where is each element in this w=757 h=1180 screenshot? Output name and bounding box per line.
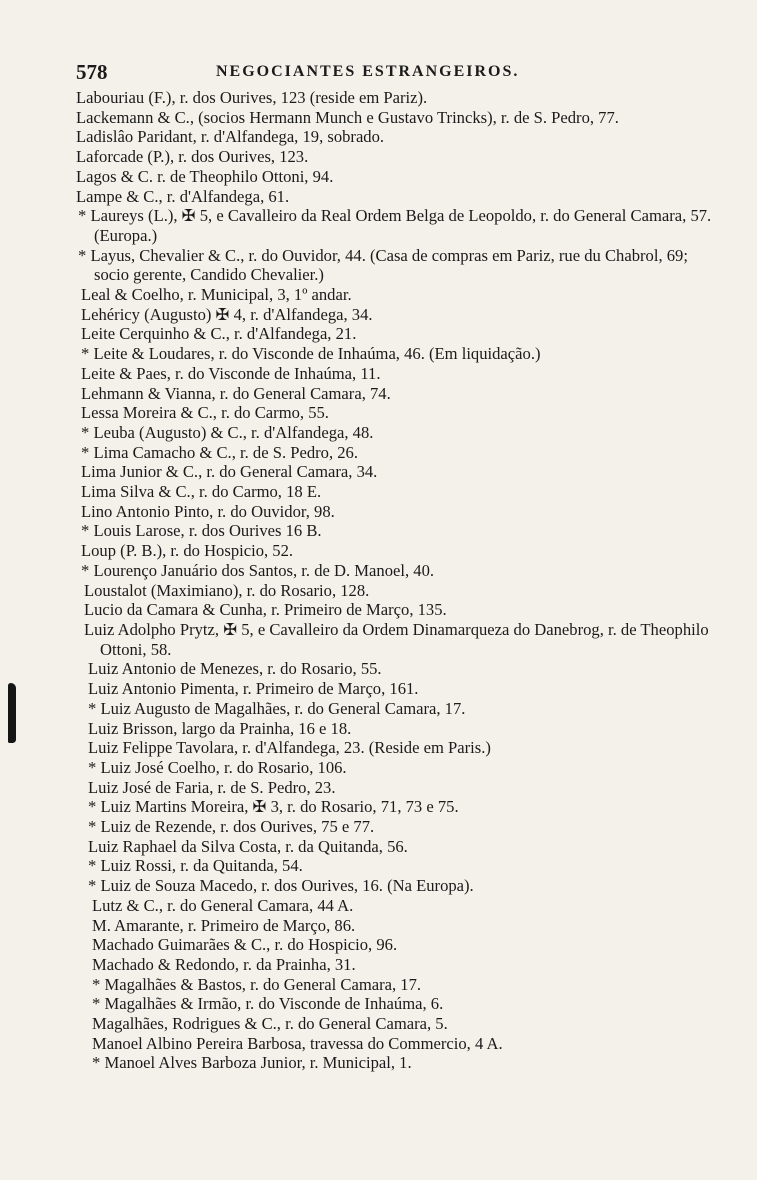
list-item: Machado Guimarães & C., r. do Hospicio, 96. — [92, 935, 398, 955]
list-item: Ladislâo Paridant, r. d'Alfandega, 19, sobrado. — [76, 127, 385, 147]
list-item: Leal & Coelho, r. Municipal, 3, 1º andar. — [81, 285, 352, 305]
list-item: Lehéricy (Augusto) ✠ 4, r. d'Alfandega, 34. — [81, 304, 373, 324]
list-item: Lutz & C., r. do General Camara, 44 A. — [92, 895, 354, 915]
list-item: * Laureys (L.), ✠ 5, e Cavalleiro da Real Ordem Belga de Leopoldo, r. do General Camara, 57. (Europa.) — [78, 206, 712, 245]
list-item: Luiz José de Faria, r. de S. Pedro, 23. — [88, 777, 336, 797]
list-item: Luiz Antonio Pimenta, r. Primeiro de Março, 161. — [88, 679, 419, 699]
running-head — [76, 60, 716, 88]
list-item: * Luiz José Coelho, r. do Rosario, 106. — [88, 757, 347, 777]
list-item: * Lourenço Januário dos Santos, r. de D. Manoel, 40. — [81, 560, 435, 580]
list-item: * Magalhães & Bastos, r. do General Camara, 17. — [92, 974, 422, 994]
list-item: * Luiz Rossi, r. da Quitanda, 54. — [88, 856, 303, 876]
page-title: NEGOCIANTES ESTRANGEIROS. — [216, 63, 520, 80]
list-item: * Leite & Loudares, r. do Visconde de Inhaúma, 46. (Em liquidação.) — [81, 344, 541, 364]
list-item: * Manoel Alves Barboza Junior, r. Municipal, 1. — [92, 1053, 412, 1073]
list-item: Luiz Antonio de Menezes, r. do Rosario, 55. — [88, 659, 382, 679]
margin-ink-mark — [8, 683, 16, 743]
page-body — [76, 60, 716, 1073]
list-item: * Magalhães & Irmão, r. do Visconde de Inhaúma, 6. — [92, 994, 444, 1014]
merchant-list — [76, 88, 716, 1073]
list-item: Labouriau (F.), r. dos Ourives, 123 (reside em Pariz). — [76, 88, 428, 107]
list-item: Luiz Felippe Tavolara, r. d'Alfandega, 23. (Reside em Paris.) — [88, 738, 491, 758]
list-item: Loup (P. B.), r. do Hospicio, 52. — [81, 541, 294, 561]
list-item: * Lima Camacho & C., r. de S. Pedro, 26. — [81, 442, 358, 462]
page-number: 578 — [76, 60, 108, 84]
list-item: Lima Silva & C., r. do Carmo, 18 E. — [81, 482, 322, 502]
list-item: Lampe & C., r. d'Alfandega, 61. — [76, 186, 290, 206]
list-item: Lino Antonio Pinto, r. do Ouvidor, 98. — [81, 501, 335, 521]
list-item: M. Amarante, r. Primeiro de Março, 86. — [92, 915, 356, 935]
list-item: * Luiz Martins Moreira, ✠ 3, r. do Rosario, 71, 73 e 75. — [88, 797, 459, 817]
list-item: * Luiz de Souza Macedo, r. dos Ourives, 16. (Na Europa). — [88, 876, 474, 896]
list-item: * Louis Larose, r. dos Ourives 16 B. — [81, 521, 322, 541]
list-item: Manoel Albino Pereira Barbosa, travessa do Commercio, 4 A. — [92, 1033, 503, 1053]
list-item: Lucio da Camara & Cunha, r. Primeiro de Março, 135. — [84, 600, 447, 620]
list-item: Leite Cerquinho & C., r. d'Alfandega, 21. — [81, 324, 357, 344]
list-item: Magalhães, Rodrigues & C., r. do General Camara, 5. — [92, 1014, 448, 1034]
list-item: Luiz Brisson, largo da Prainha, 16 e 18. — [88, 718, 352, 738]
list-item: Lagos & C. r. de Theophilo Ottoni, 94. — [76, 166, 334, 186]
list-item: * Luiz Augusto de Magalhães, r. do General Camara, 17. — [88, 698, 466, 718]
list-item: Leite & Paes, r. do Visconde de Inhaúma, 11. — [81, 363, 381, 383]
list-item: Lackemann & C., (socios Hermann Munch e Gustavo Trincks), r. de S. Pedro, 77. — [76, 107, 619, 127]
list-item: Luiz Raphael da Silva Costa, r. da Quitanda, 56. — [88, 836, 408, 856]
list-item: Lessa Moreira & C., r. do Carmo, 55. — [81, 403, 329, 423]
list-item: Laforcade (P.), r. dos Ourives, 123. — [76, 147, 309, 167]
list-item: Loustalot (Maximiano), r. do Rosario, 128. — [84, 580, 370, 600]
list-item: Luiz Adolpho Prytz, ✠ 5, e Cavalleiro da Ordem Dinamarqueza do Danebrog, r. de Theophilo Ottoni, 58. — [84, 619, 709, 659]
list-item: Machado & Redondo, r. da Prainha, 31. — [92, 954, 356, 974]
list-item: Lima Junior & C., r. do General Camara, 34. — [81, 462, 378, 482]
list-item: Lehmann & Vianna, r. do General Camara, 74. — [81, 383, 391, 403]
list-item: * Leuba (Augusto) & C., r. d'Alfandega, 48. — [81, 422, 374, 442]
list-item: * Luiz de Rezende, r. dos Ourives, 75 e 77. — [88, 817, 375, 837]
list-item: * Layus, Chevalier & C., r. do Ouvidor, 44. (Casa de compras em Pariz, rue du Chabrol, 69; socio gerente, Candido Chevalier.) — [78, 245, 688, 285]
